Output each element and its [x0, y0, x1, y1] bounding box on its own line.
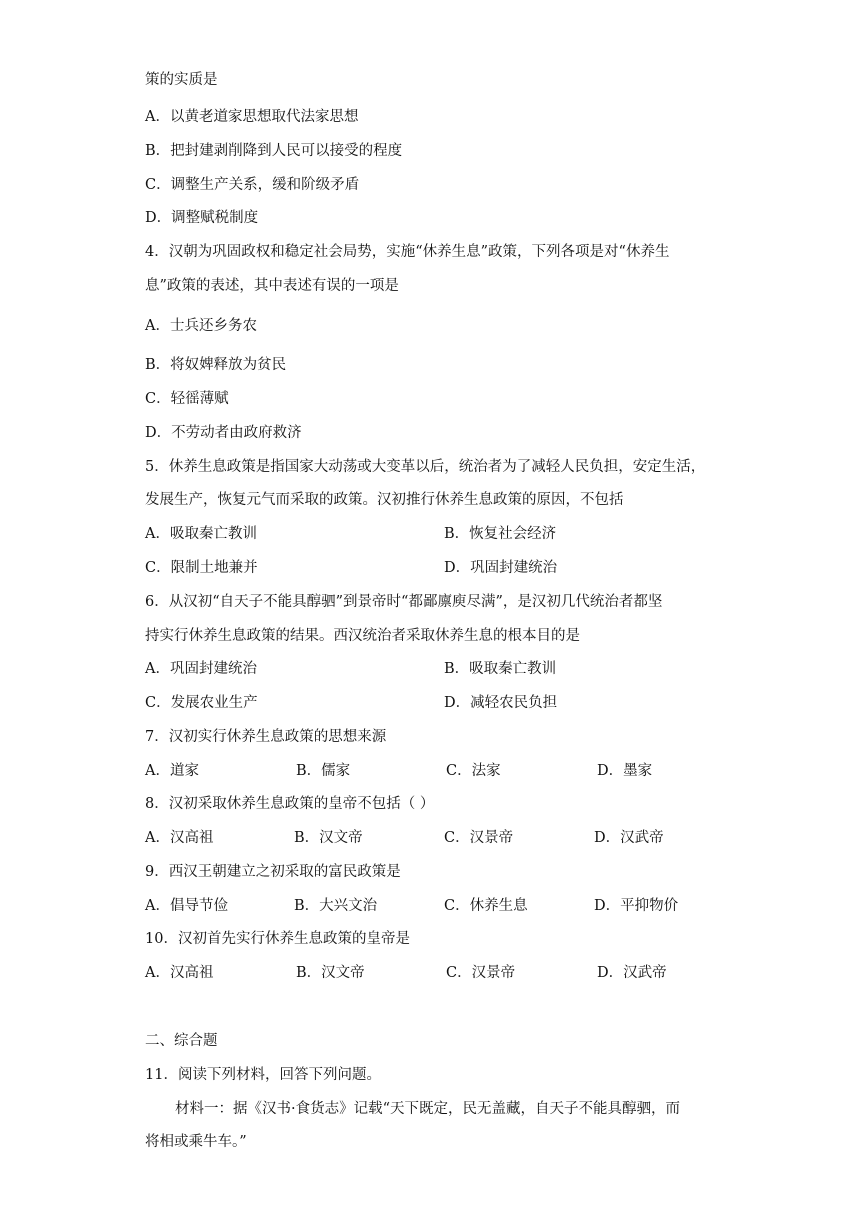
- q6-option-b: B．吸取秦亡教训: [444, 661, 557, 677]
- q11-stem: 11．阅读下列材料，回答下列问题。: [145, 1067, 381, 1083]
- q8-option-d: D．汉武帝: [594, 830, 664, 846]
- q10-option-b: B．汉文帝: [296, 965, 365, 981]
- q6-option-c: C．发展农业生产: [145, 695, 258, 711]
- q5-option-c: C．限制土地兼并: [145, 560, 258, 576]
- material1-line2: 将相或乘牛车。”: [145, 1134, 247, 1150]
- q4-stem-line1: 4．汉朝为巩固政权和稳定社会局势，实施“休养生息”政策，下列各项是对“休养生: [145, 244, 670, 260]
- q9-stem: 9．西汉王朝建立之初采取的富民政策是: [145, 864, 401, 880]
- q6-option-a: A．巩固封建统治: [145, 661, 257, 677]
- q8-option-c: C．汉景帝: [444, 830, 514, 846]
- section-heading: 二、综合题: [145, 1033, 218, 1049]
- q7-option-b: B．儒家: [296, 763, 351, 779]
- q9-option-b: B．大兴文治: [294, 898, 378, 914]
- q8-option-b: B．汉文帝: [294, 830, 363, 846]
- q8-option-a: A．汉高祖: [145, 830, 214, 846]
- q7-option-c: C．法家: [446, 763, 501, 779]
- q10-option-c: C．汉景帝: [446, 965, 516, 981]
- q5-option-a: A．吸取秦亡教训: [145, 526, 257, 542]
- q3-option-c: C．调整生产关系，缓和阶级矛盾: [145, 177, 360, 193]
- q5-stem-line1: 5．休养生息政策是指国家大动荡或大变革以后，统治者为了减轻人民负担，安定生活，: [145, 459, 706, 475]
- q4-option-b: B．将奴婢释放为贫民: [145, 357, 287, 373]
- q9-option-d: D．平抑物价: [594, 898, 679, 914]
- q3-stem-end: 策的实质是: [145, 72, 218, 88]
- q6-option-d: D．减轻农民负担: [444, 695, 558, 711]
- q4-stem-line2: 息”政策的表述，其中表述有误的一项是: [145, 278, 399, 294]
- q5-stem-line2: 发展生产，恢复元气而采取的政策。汉初推行休养生息政策的原因，不包括: [145, 492, 624, 508]
- q10-stem: 10．汉初首先实行休养生息政策的皇帝是: [145, 931, 410, 947]
- material1-line1: 材料一：据《汉书·食货志》记载“天下既定，民无盖藏，自天子不能具醇驷，而: [175, 1101, 681, 1117]
- q4-option-a: A．士兵还乡务农: [145, 318, 257, 334]
- q5-option-b: B．恢复社会经济: [444, 526, 557, 542]
- q7-stem: 7．汉初实行休养生息政策的思想来源: [145, 729, 387, 745]
- q8-stem: 8．汉初采取休养生息政策的皇帝不包括（ ）: [145, 796, 435, 812]
- q4-option-c: C．轻徭薄赋: [145, 391, 229, 407]
- q10-option-d: D．汉武帝: [597, 965, 667, 981]
- q7-option-d: D．墨家: [597, 763, 653, 779]
- q10-option-a: A．汉高祖: [145, 965, 214, 981]
- q3-option-d: D．调整赋税制度: [145, 210, 259, 226]
- q9-option-a: A．倡导节俭: [145, 898, 228, 914]
- q6-stem-line1: 6．从汉初“自天子不能具醇驷”到景帝时“都鄙廪庾尽满”，是汉初几代统治者都坚: [145, 594, 663, 610]
- q5-option-d: D．巩固封建统治: [444, 560, 558, 576]
- q3-option-a: A．以黄老道家思想取代法家思想: [145, 109, 359, 125]
- q3-option-b: B．把封建剥削降到人民可以接受的程度: [145, 143, 403, 159]
- q6-stem-line2: 持实行休养生息政策的结果。西汉统治者采取休养生息的根本目的是: [145, 628, 580, 644]
- q4-option-d: D．不劳动者由政府救济: [145, 425, 302, 441]
- q9-option-c: C．休养生息: [444, 898, 528, 914]
- q7-option-a: A．道家: [145, 763, 199, 779]
